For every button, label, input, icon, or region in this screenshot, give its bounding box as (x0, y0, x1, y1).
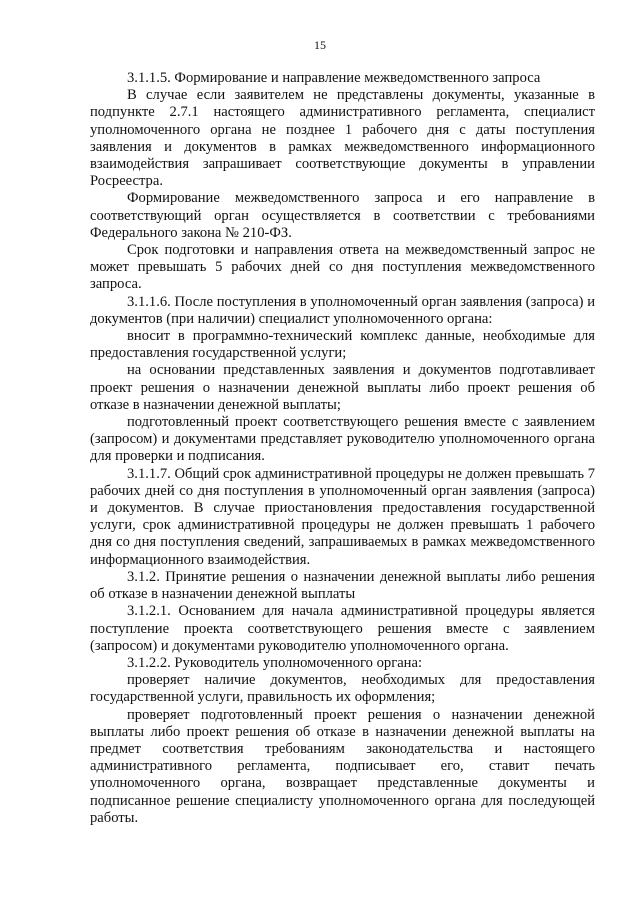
page-number: 15 (314, 38, 326, 52)
paragraph-3-1-1-7: 3.1.1.7. Общий срок административной процедуры не должен превышать 7 рабочих дней со дня поступления в уполномоченный орган заявления (запроса) и документов. В случае приостановления предоставления государственной услуги, срок административной процедуры не должен превышать 1 рабочего дня со дня поступления сведений, запрашиваемых в рамках межведомственного информационного взаимодействия. (90, 465, 595, 568)
paragraph-check-documents: проверяет наличие документов, необходимых для предоставления государственной услуги, правильность их оформления; (90, 672, 595, 706)
paragraph-submit-draft: подготовленный проект соответствующего решения вместе с заявлением (запросом) и документами представляет руководителю уполномоченного органа для проверки и подписания. (90, 414, 595, 465)
document-body (90, 70, 595, 827)
paragraph-interagency-request: В случае если заявителем не представлены документы, указанные в подпункте 2.7.1 настоящего административного регламента, специалист уполномоченного органа не позднее 1 рабочего дня с даты поступления заявления и документов в рамках межведомственного информационного взаимодействия запрашивает соответствующие документы в управлении Росреестра. (90, 87, 595, 190)
paragraph-request-formation: Формирование межведомственного запроса и его направление в соответствующий орган осуществляется в соответствии с требованиями Федерального закона № 210-ФЗ. (90, 190, 595, 241)
paragraph-prepare-draft: на основании представленных заявления и документов подготавливает проект решения о назначении денежной выплаты либо проект решения об отказе в назначении денежной выплаты; (90, 362, 595, 413)
paragraph-enter-data: вносит в программно-технический комплекс данные, необходимые для предоставления государственной услуги; (90, 328, 595, 362)
paragraph-response-deadline: Срок подготовки и направления ответа на межведомственный запрос не может превышать 5 рабочих дней со дня поступления межведомственного запроса. (90, 242, 595, 293)
paragraph-check-draft-sign: проверяет подготовленный проект решения о назначении денежной выплаты либо проект решения об отказе в назначении денежной выплаты на предмет соответствия требованиям законодательства и настоящего административного регламента, подписывает его, ставит печать уполномоченного органа, возвращает представленные документы и подписанное решение специалисту уполномоченного органа для последующей работы. (90, 706, 595, 826)
paragraph-3-1-1-5-heading: 3.1.1.5. Формирование и направление межведомственного запроса (127, 70, 541, 86)
paragraph-3-1-2-1: 3.1.2.1. Основанием для начала административной процедуры является поступление проекта соответствующего решения вместе с заявлением (запросом) и документами руководителю уполномоченного органа. (90, 603, 595, 654)
paragraph-3-1-1-6: 3.1.1.6. После поступления в уполномоченный орган заявления (запроса) и документов (при наличии) специалист уполномоченного органа: (90, 293, 595, 327)
paragraph-3-1-2-2: 3.1.2.2. Руководитель уполномоченного органа: (127, 654, 423, 671)
paragraph-3-1-2-heading: 3.1.2. Принятие решения о назначении денежной выплаты либо решения об отказе в назначении денежной выплаты (90, 568, 595, 603)
